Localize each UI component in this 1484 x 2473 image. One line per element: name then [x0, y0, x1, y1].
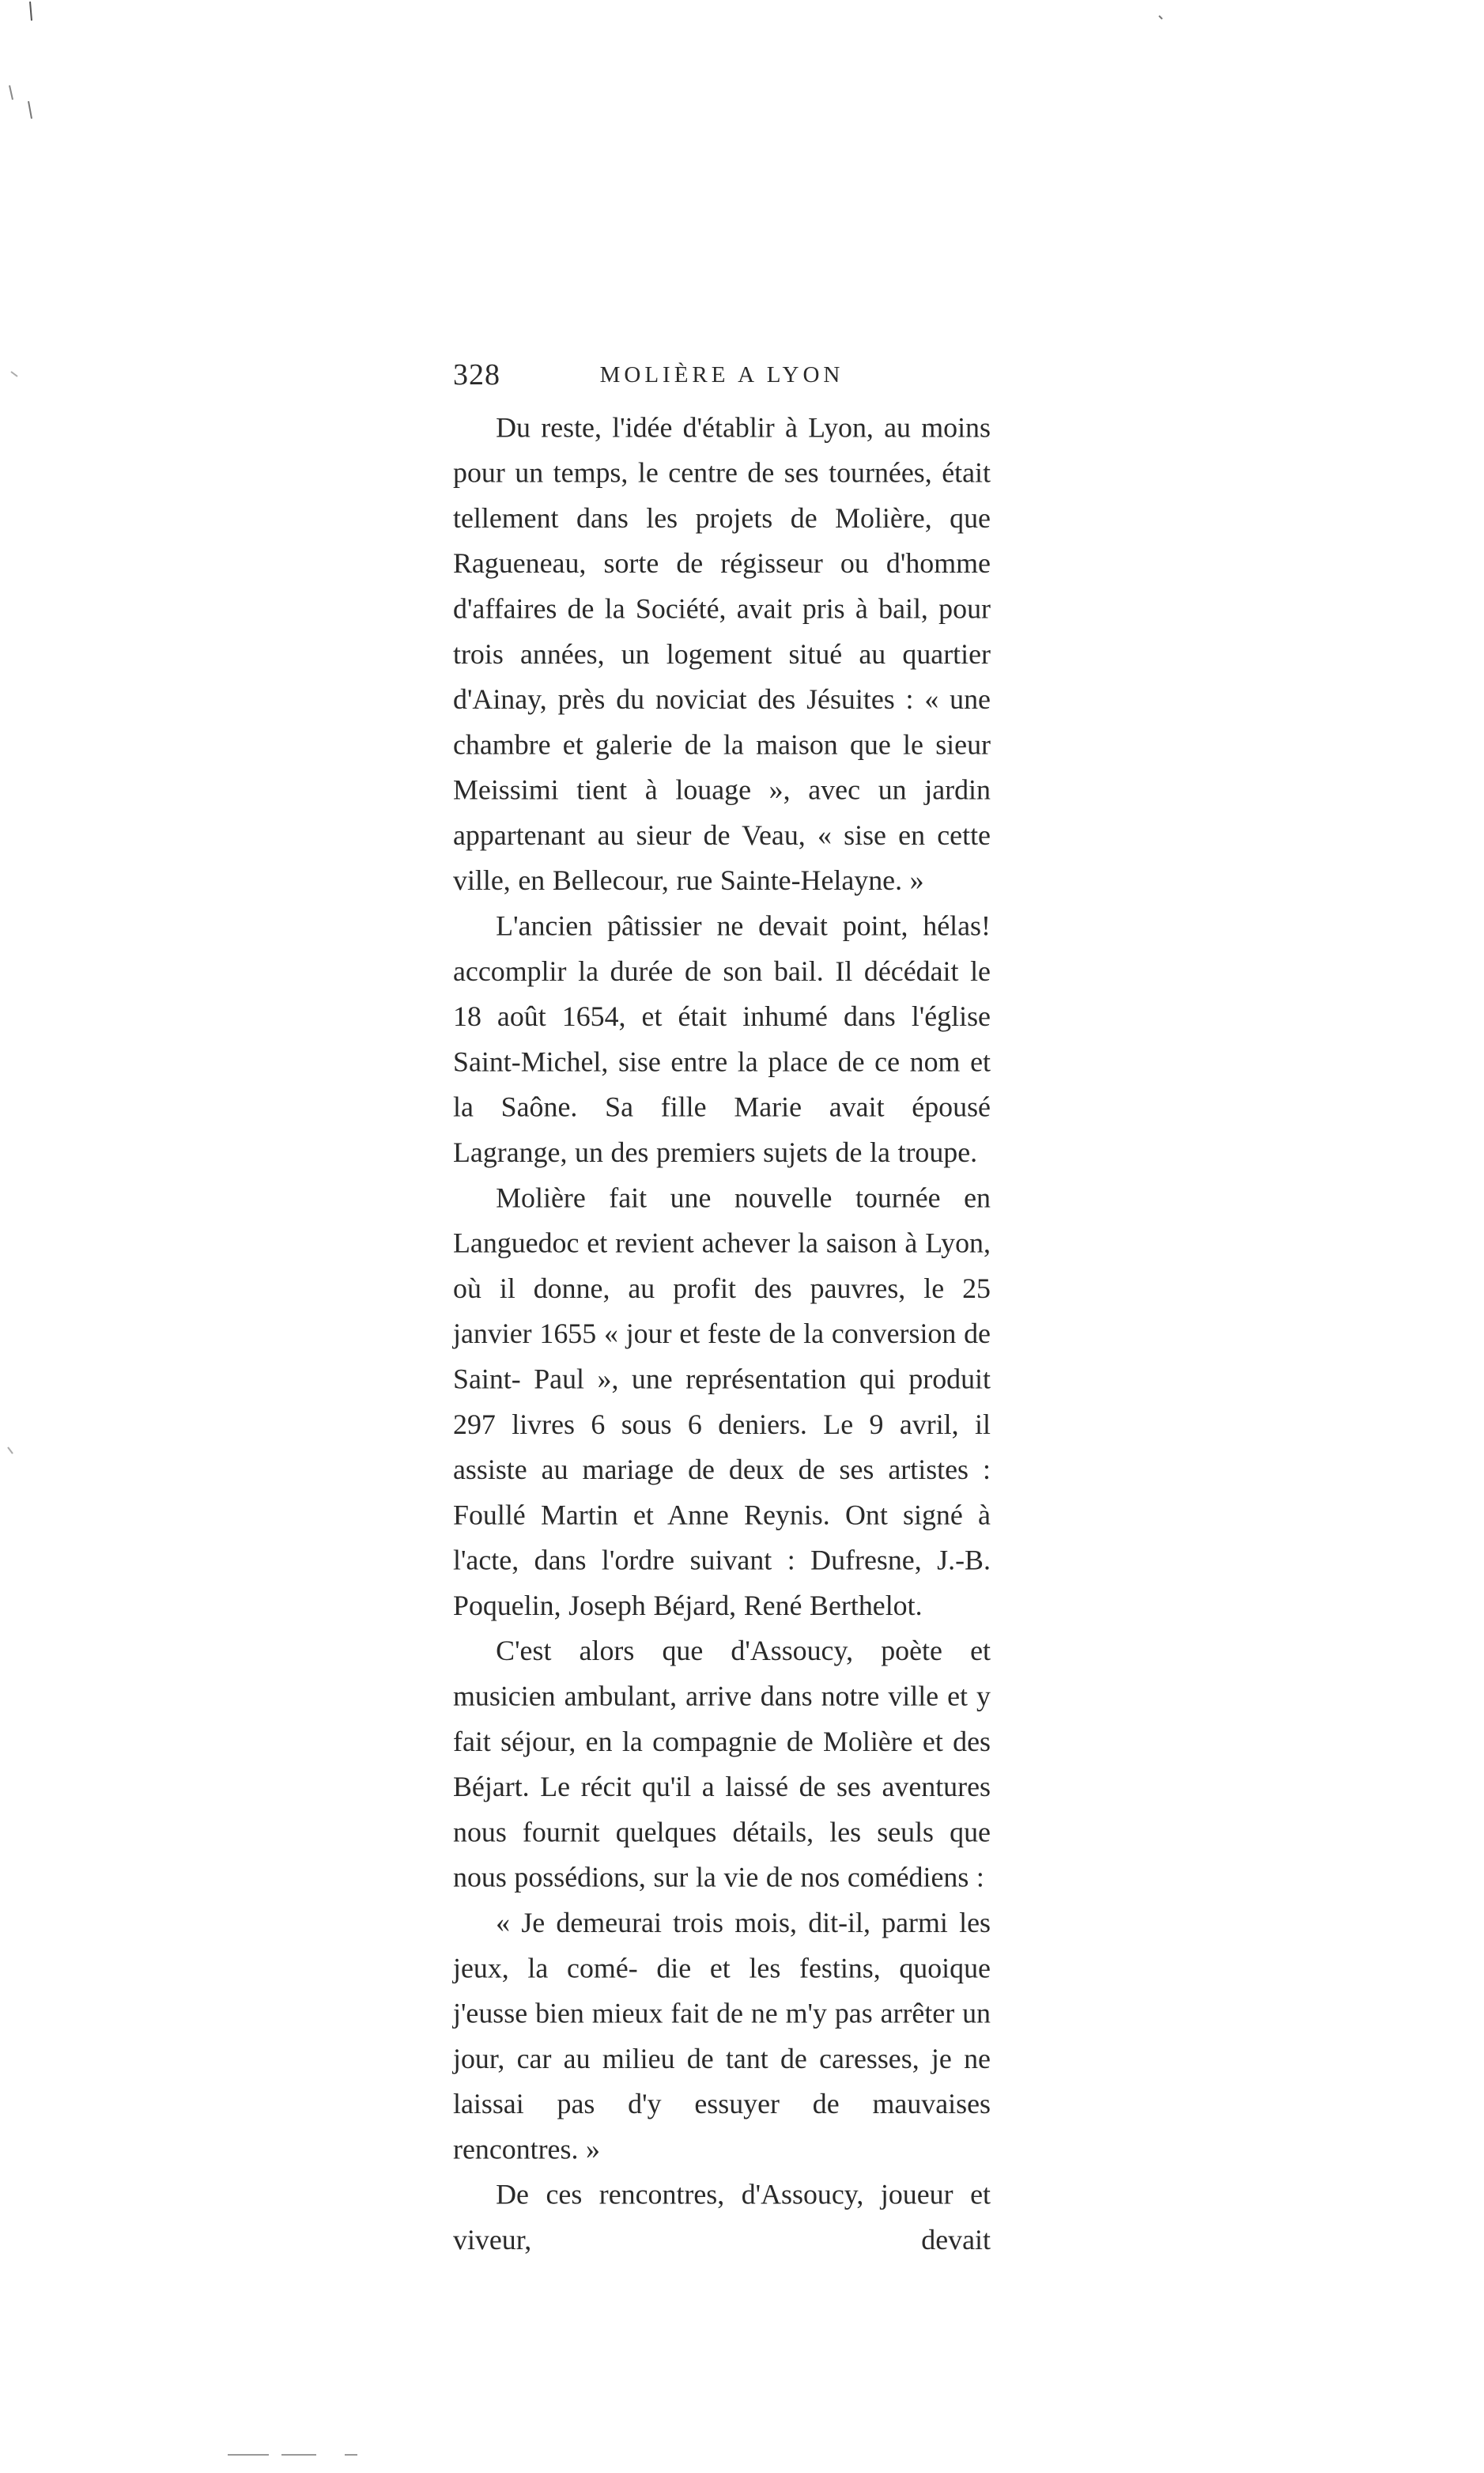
text-line: arrive dans notre ville et y fait séjour, en la compagnie de [453, 1681, 991, 1757]
text-line: Jésuites : « une chambre et galerie de la maison que le [453, 683, 991, 761]
text-line: pas arrêter un jour, car au milieu de tant de caresses, je ne [453, 1998, 991, 2075]
text-line: premiers sujets de la troupe. [655, 1136, 978, 1169]
text-line: De ces rencontres, d'Assoucy, joueur et viveur, devait [453, 2179, 991, 2256]
text-line: nous fournit quelques détails, les seuls que nous possédions, [453, 1816, 991, 1893]
text-line: durée de son bail. Il décédait le 18 août 1654, et était [453, 955, 991, 1033]
text-line: L'ancien pâtissier ne devait point, hélas! accomplir la [453, 910, 991, 988]
text-line: Molière et des Béjart. Le récit qu'il a laissé de ses aventures [453, 1726, 991, 1803]
text-line: inhumé dans l'église Saint-Michel, sise entre la place de ce [453, 1000, 991, 1078]
page-number: 328 [453, 358, 500, 391]
paragraph [453, 1900, 991, 2172]
text-line: un logement situé au quartier d'Ainay, près du noviciat des [453, 638, 991, 716]
text-line: au sieur de Veau, « sise en cette ville, en Bellecour, rue [453, 819, 991, 897]
text-line: dans l'ordre suivant : Dufresne, J.-B. Poquelin, Joseph [453, 1545, 991, 1622]
running-head [453, 357, 991, 405]
paragraph [453, 1628, 991, 1900]
text-line: nom et la Saône. Sa fille Marie avait épousé Lagrange, un des [453, 1046, 991, 1169]
paragraph [453, 1175, 991, 1628]
text-line: C'est alors que d'Assoucy, poète et musicien ambulant, [453, 1635, 991, 1712]
text-line: sur la vie de nos comédiens : [653, 1862, 984, 1893]
text-line: 6 deniers. Le 9 avril, il assiste au mariage de deux de ses [453, 1409, 991, 1486]
paragraph [453, 405, 991, 903]
text-line: Molière fait une nouvelle tournée en Languedoc et revient [453, 1182, 991, 1259]
text-line: laissai pas d'y essuyer de mauvaises rencontres. » [453, 2088, 991, 2165]
text-line: achever la saison à Lyon, où il donne, au profit des pauvres, [453, 1227, 991, 1305]
text-line: d'affaires de la Société, avait pris à bail, pour trois années, [453, 592, 991, 670]
text-line: sieur Meissimi tient à louage », avec un jardin appartenant [453, 728, 991, 852]
text-line: Paul », une représentation qui produit 297 livres 6 sous [453, 1363, 991, 1440]
text-line: Du reste, l'idée d'établir à Lyon, au moins pour un temps, [453, 411, 991, 489]
paragraph [453, 2172, 991, 2263]
paragraph [453, 903, 991, 1175]
body-text [453, 405, 991, 2263]
text-line: Béjard, René Berthelot. [653, 1590, 923, 1622]
text-line: artistes : Foullé Martin et Anne Reynis. Ont signé à l'acte, [453, 1454, 991, 1576]
text-line: die et les festins, quoique j'eusse bien mieux fait de ne m'y [453, 1952, 991, 2029]
text-line: le centre de ses tournées, était tellement dans les projets de [453, 457, 991, 535]
running-title: MOLIÈRE A LYON [599, 362, 844, 388]
text-line: Sainte-Helayne. » [719, 864, 924, 897]
text-line: « Je demeurai trois mois, dit-il, parmi les jeux, la comé- [453, 1907, 991, 1984]
text-line: le 25 janvier 1655 « jour et feste de la conversion de Saint- [453, 1272, 991, 1395]
text-line: Molière, que Ragueneau, sorte de régisseur ou d'homme [453, 502, 991, 580]
